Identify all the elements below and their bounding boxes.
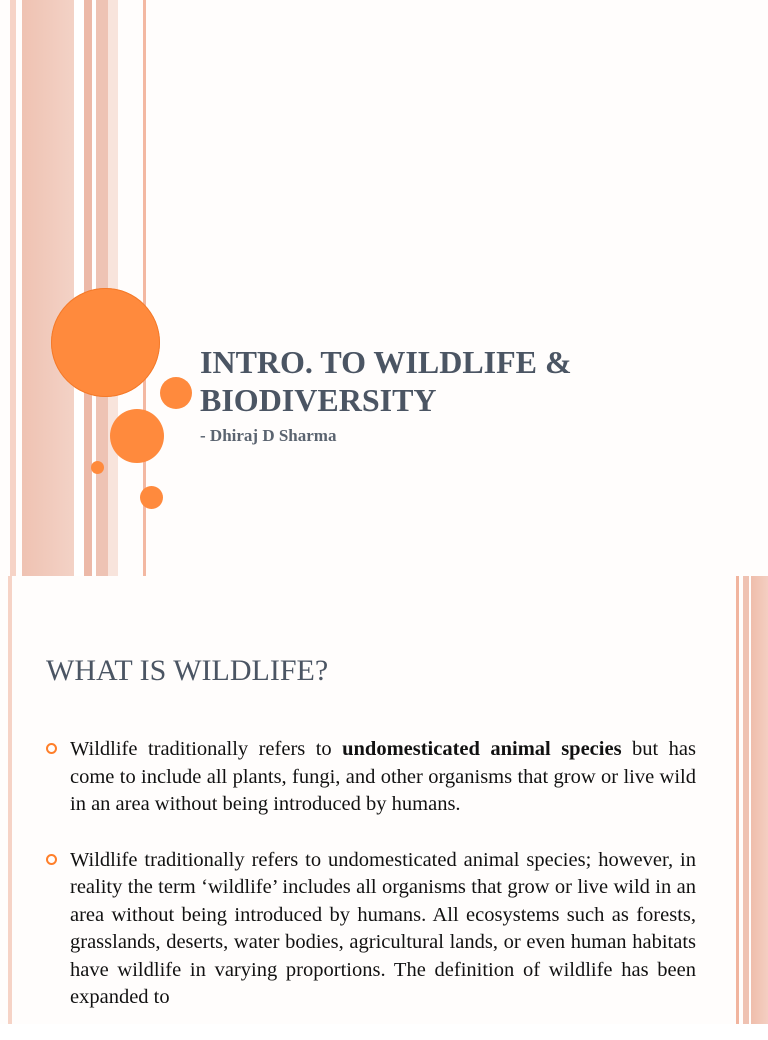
bullet-circle-icon xyxy=(46,854,57,865)
list-item xyxy=(46,847,696,1012)
bullet-text xyxy=(70,736,696,819)
stripe xyxy=(74,0,84,576)
stripe xyxy=(751,576,768,1024)
bullet-text-bold: undomesticated animal species xyxy=(342,738,622,760)
slide-heading: WHAT IS WILDLIFE? xyxy=(46,654,329,687)
large-circle xyxy=(51,288,160,397)
stripe xyxy=(736,576,739,1024)
stripe xyxy=(10,0,16,576)
stripe xyxy=(8,576,12,1024)
slide-title xyxy=(200,343,720,419)
title-line-2: BIODIVERSITY xyxy=(200,382,437,418)
stripe xyxy=(743,576,749,1024)
stripe xyxy=(84,0,92,576)
bullet-text: Wildlife traditionally refers to undomesticated animal species; however, in reality the term ‘wildlife’ includes all organisms that grow or live wild in an area without being introduced by humans. All ecosystems such as forests, grasslands, deserts, water bodies, agricultural lands, or even human habitats have wildlife in varying proportions. The definition of wildlife has been expanded to xyxy=(70,848,696,1008)
stripe xyxy=(22,0,74,576)
bullet-text-part: Wildlife traditionally refers to xyxy=(70,738,343,760)
list-item xyxy=(46,736,696,819)
bullet-circle-icon xyxy=(46,743,57,754)
medium-circle xyxy=(110,409,164,463)
small-circle xyxy=(140,486,163,509)
title-line-1: INTRO. TO WILDLIFE & xyxy=(200,344,572,380)
small-circle xyxy=(160,377,192,409)
tiny-circle xyxy=(91,461,104,474)
bullet-list xyxy=(46,736,696,1040)
bullet-text-part: but has come to include all plants, fungi, and other organisms that grow or live wild in an area without being introduced by humans. xyxy=(70,738,696,815)
slide-subtitle: - Dhiraj D Sharma xyxy=(200,426,337,445)
